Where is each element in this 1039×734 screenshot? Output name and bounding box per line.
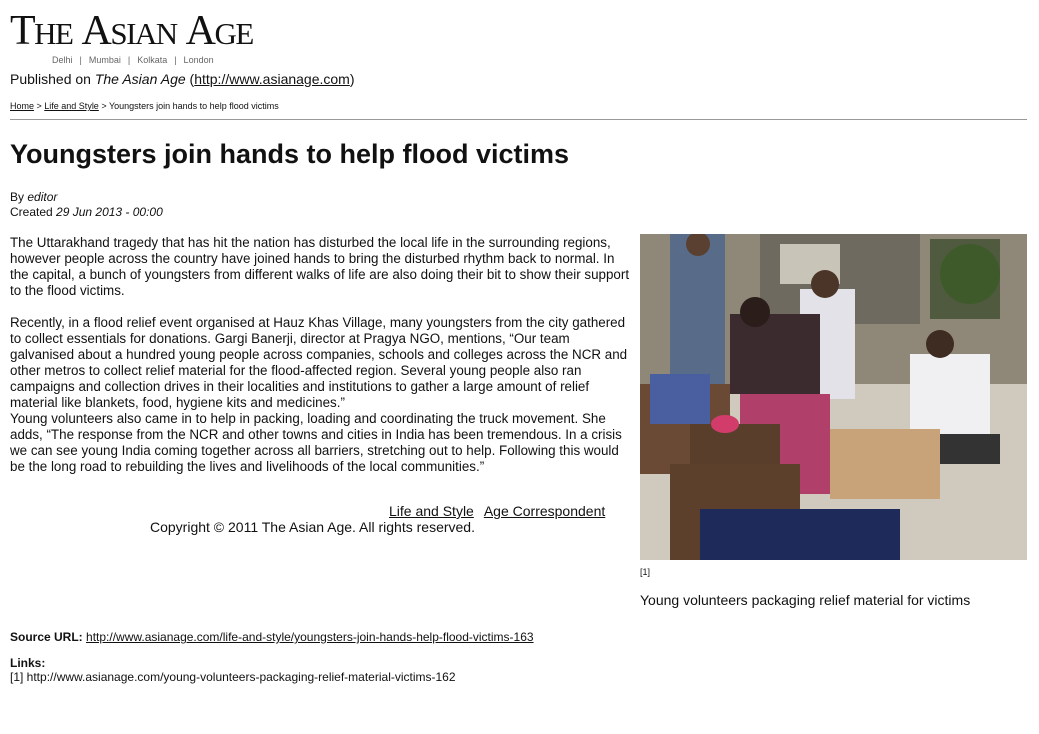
breadcrumb-separator: > (34, 101, 45, 111)
edition-cities: Delhi | Mumbai | Kolkata | London (52, 55, 214, 65)
article-body (10, 235, 630, 475)
logo-letters: SIAN (110, 16, 177, 51)
created-date: 29 Jun 2013 - 00:00 (56, 205, 163, 219)
published-site-name: The Asian Age (94, 71, 186, 87)
logo-letter: A (81, 8, 111, 54)
site-url-link[interactable]: http://www.asianage.com (194, 71, 350, 87)
logo-letter: T (10, 8, 35, 54)
published-on-line (10, 71, 355, 87)
author-name: editor (27, 190, 58, 204)
breadcrumb-current: Youngsters join hands to help flood victims (108, 101, 279, 111)
tag-link[interactable]: Age Correspondent (483, 503, 606, 519)
links-label: Links: (10, 656, 46, 670)
site-logo[interactable] (10, 9, 253, 56)
logo-letter: A (185, 8, 215, 54)
created-line (10, 205, 163, 220)
breadcrumb-section-link[interactable]: Life and Style (44, 101, 99, 111)
photo-illustration (640, 234, 1027, 560)
article-photo[interactable] (640, 234, 1027, 560)
copyright-notice: Copyright © 2011 The Asian Age. All rights reserved. (150, 519, 475, 535)
article-paragraph: Young volunteers also came in to help in packing, loading and coordinating the truck movement. She adds, “The response from the NCR and other towns and cities in India has been tremendous. In a crisis we can see young India coming together across all barriers, stretching out to help. Following this would be the long road to rebuilding the lives and livelihoods of the local communities.” (10, 411, 622, 474)
article-meta (10, 190, 163, 220)
byline (10, 190, 163, 205)
link-reference: [1] http://www.asianage.com/young-volunteers-packaging-relief-material-victims-162 (10, 670, 456, 684)
byline-label: By (10, 190, 28, 204)
header-divider (10, 119, 1027, 120)
breadcrumb (10, 101, 279, 111)
figure-reference: [1] (640, 567, 651, 577)
article-paragraph: Recently, in a flood relief event organised at Hauz Khas Village, many youngsters from the city gathered to collect essentials for donations. Gargi Banerji, director at Pragya NGO, mentions, “Our team galvanised about a hundred young people across companies, schools and colleges across the NCR and other metros to collect relief material for the flood-affected region. Several young people also ran campaigns and collection drives in their localities and institutions to gather a large amount of relief material like blankets, food, hygiene kits and medicines.” (10, 315, 628, 410)
article-tags (389, 503, 605, 519)
published-prefix: Published on (10, 71, 95, 87)
paren-close: ) (349, 71, 355, 87)
photo-caption: Young volunteers packaging relief material for victims (640, 592, 971, 608)
logo-letters: GE (214, 16, 253, 51)
article-paragraph: The Uttarakhand tragedy that has hit the nation has disturbed the local life in the surrounding regions, however people across the country have joined hands to bring the disturbed rhythm back to normal. In the capital, a bunch of youngsters from different walks of life are also doing their bit to show their support to the flood victims. (10, 235, 630, 298)
created-label: Created (10, 205, 57, 219)
breadcrumb-home-link[interactable]: Home (10, 101, 35, 111)
tag-link[interactable]: Life and Style (389, 503, 474, 519)
article-title: Youngsters join hands to help flood victims (10, 139, 570, 169)
source-url-line (10, 630, 534, 644)
source-url-link[interactable]: http://www.asianage.com/life-and-style/youngsters-join-hands-help-flood-victims-163 (86, 630, 534, 644)
source-url-label: Source URL: (10, 630, 83, 644)
breadcrumb-separator: > (98, 101, 109, 111)
logo-letters: HE (34, 16, 73, 51)
paren-open: ( (185, 71, 195, 87)
